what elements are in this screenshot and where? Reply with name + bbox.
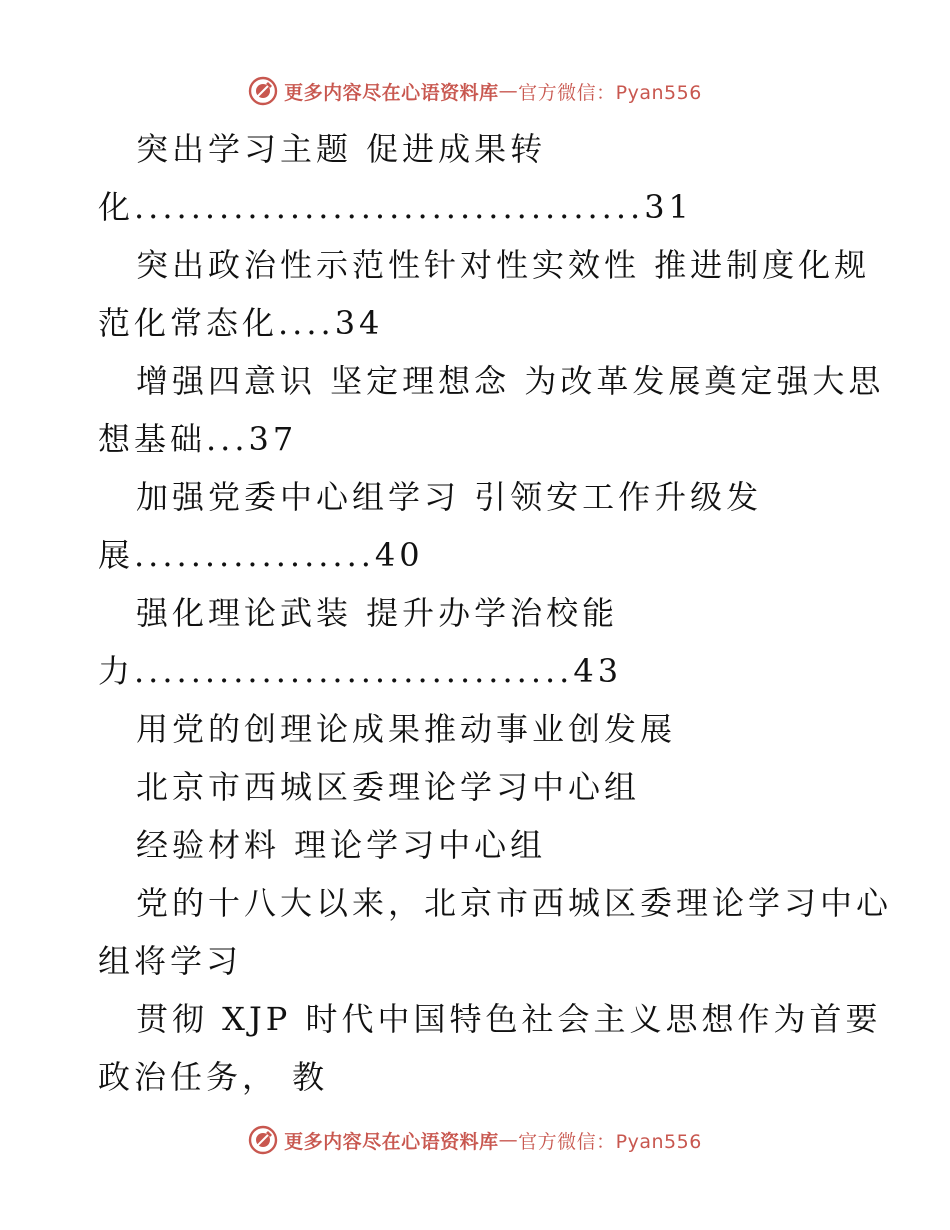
- text-line: 政治任务， 教: [98, 1058, 329, 1096]
- watermark-contact-text: 官方微信：Pyan556: [518, 1130, 702, 1153]
- text-line: 范化常态化....34: [98, 304, 384, 342]
- text-line: 力...............................43: [98, 652, 623, 690]
- footer-watermark: [0, 1120, 950, 1160]
- text-line: 突出政治性示范性针对性实效性 推进制度化规: [136, 246, 871, 284]
- watermark-dash: —: [498, 1129, 519, 1151]
- text-line: 党的十八大以来，北京市西城区委理论学习中心: [136, 884, 893, 922]
- text-line: 想基础...37: [98, 420, 298, 458]
- pen-circle-logo-icon: [248, 76, 278, 106]
- text-line: 强化理论武装 提升办学治校能: [136, 594, 619, 632]
- watermark-dash: —: [498, 80, 519, 102]
- watermark-contact-text: 官方微信：Pyan556: [518, 81, 702, 104]
- text-line: 经验材料 理论学习中心组: [136, 826, 547, 864]
- document-body: [98, 120, 893, 1106]
- pen-circle-logo-icon: [248, 1125, 278, 1155]
- text-line: 北京市西城区委理论学习中心组: [136, 768, 641, 806]
- watermark-main-text: 更多内容尽在心语资料库: [284, 1130, 499, 1153]
- text-line: 化....................................31: [98, 188, 693, 226]
- text-line: 贯彻 XJP 时代中国特色社会主义思想作为首要: [136, 1000, 882, 1038]
- text-line: 突出学习主题 促进成果转: [136, 130, 547, 168]
- text-line: 增强四意识 坚定理想念 为改革发展奠定强大思: [136, 362, 885, 400]
- header-watermark: [0, 71, 950, 111]
- watermark-main-text: 更多内容尽在心语资料库: [284, 81, 499, 104]
- text-line: 用党的创理论成果推动事业创发展: [136, 710, 677, 748]
- text-line: 加强党委中心组学习 引领安工作升级发: [136, 478, 763, 516]
- text-line: 组将学习: [98, 942, 243, 980]
- text-line: 展.................40: [98, 536, 424, 574]
